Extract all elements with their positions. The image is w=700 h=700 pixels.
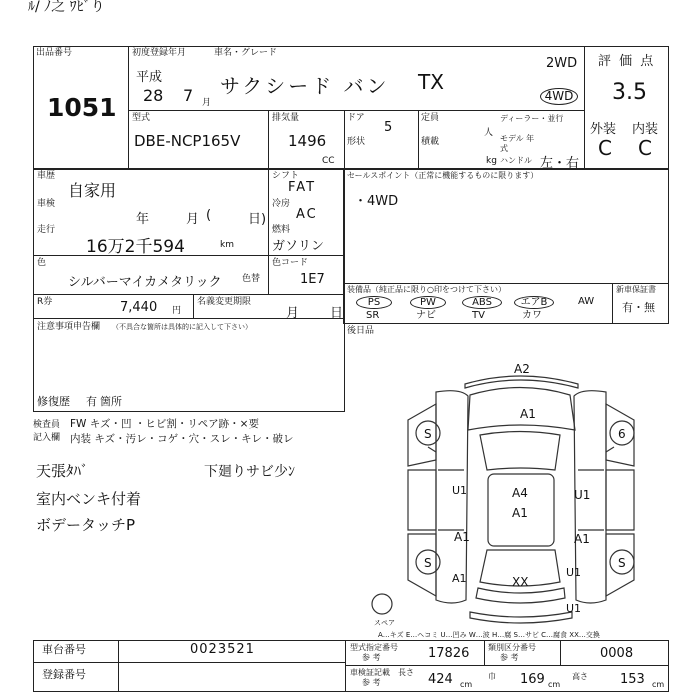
- equipment-pw: PW: [410, 296, 446, 309]
- lot-number: 1051: [47, 93, 117, 122]
- recycle-unit: 円: [172, 306, 182, 316]
- damage-mark-14: U1: [566, 566, 582, 579]
- damage-mark-13: XX: [512, 575, 529, 589]
- dimensions-label: 車検証記載: [350, 668, 390, 677]
- rating-exterior: C: [598, 136, 612, 160]
- chassis-value: 0023521: [190, 642, 255, 657]
- repair-suffix: 箇所: [100, 395, 122, 408]
- length-value: 424: [428, 672, 453, 687]
- damage-mark-11: S: [618, 556, 626, 570]
- rating-exterior-label: 外装: [590, 122, 617, 137]
- repair-label: 修復歴: [37, 395, 70, 408]
- height-unit: cm: [652, 680, 665, 689]
- mileage-value: 16万2千594: [86, 237, 185, 257]
- height-label: 高さ: [572, 672, 588, 681]
- doors-label: ドア: [347, 113, 365, 123]
- length-unit: cm: [460, 680, 473, 689]
- mileage-label: 走行: [37, 225, 56, 235]
- handwritten-note-4: 下廻りサビ少ﾝ: [204, 464, 295, 480]
- fuel-value: ガソリン: [272, 239, 325, 254]
- registration-year: 28: [143, 86, 164, 105]
- category-label: 類別区分番号: [488, 643, 536, 652]
- rating-label: 評 価 点: [598, 54, 656, 69]
- damage-mark-15: A1: [452, 572, 467, 585]
- rating-interior: C: [638, 136, 652, 160]
- damage-mark-8: A1: [512, 506, 528, 520]
- fuel-label: 燃料: [272, 225, 291, 235]
- chassis-label: 車台番号: [42, 643, 86, 656]
- length-label: 長さ: [398, 668, 414, 677]
- equipment-abs: ABS: [462, 296, 502, 309]
- sales-point-label: セールスポイント（正常に機能するものに限ります）: [347, 171, 539, 180]
- model-type-label: 型式: [132, 113, 151, 123]
- handwritten-note-3: ボデータッチP: [36, 516, 136, 534]
- damage-mark-1: A2: [514, 362, 530, 376]
- color-code-value: 1E7: [300, 272, 325, 287]
- shift-label: シフト: [272, 171, 300, 181]
- model-grade: TX: [418, 70, 444, 94]
- rating-score: 3.5: [612, 80, 647, 105]
- load-label: 積載: [421, 137, 440, 147]
- inspection-label: 車検: [37, 199, 56, 209]
- notes-sublabel: （不具合な箇所は具体的に記入して下さい）: [112, 323, 252, 331]
- equipment-navi: ナビ: [416, 310, 436, 321]
- handwritten-note-2: 室内ベンキ付着: [36, 490, 142, 508]
- damage-mark-16: U1: [566, 602, 582, 615]
- registration-label: 初度登録年月: [132, 48, 187, 58]
- displacement-label: 排気量: [272, 113, 300, 123]
- shape-label: 形状: [347, 137, 366, 147]
- sales-point-item: ・4WD: [354, 194, 399, 209]
- drive-4wd-circled: 4WD: [540, 88, 578, 105]
- category-sub: 参 考: [500, 653, 519, 662]
- dimensions-sub: 参 考: [362, 678, 381, 687]
- legend-line-1: FW キズ・凹 ・ヒビ割・リペア跡・×要: [70, 418, 259, 430]
- shift-value: FAT: [288, 180, 317, 195]
- inspection-month-unit: 月: [186, 212, 200, 227]
- header-scribble: ﾙ/ ﾉ之 ﾜﾋﾞり: [28, 0, 105, 15]
- doors-value: 5: [384, 120, 393, 135]
- model-year-label: モデル 年式: [500, 134, 535, 153]
- damage-mark-5: U1: [452, 484, 468, 497]
- color-value: シルバーマイカメタリック: [68, 275, 222, 290]
- name-change-day-unit: 日: [330, 306, 344, 321]
- legend-title-2: 記入欄: [33, 433, 61, 443]
- designation-value: 17826: [428, 646, 470, 661]
- equipment-aw: AW: [578, 296, 595, 307]
- equipment-sr: SR: [366, 310, 380, 321]
- width-label: 巾: [488, 672, 496, 681]
- damage-mark-10: S: [424, 556, 432, 570]
- damage-mark-3: S: [424, 427, 432, 441]
- capacity-unit: 人: [484, 128, 494, 138]
- name-change-month-unit: 月: [286, 306, 300, 321]
- damage-mark-12: A1: [574, 532, 590, 546]
- inspection-day-unit: 日): [248, 212, 267, 227]
- recycle-value: 7,440: [120, 300, 158, 315]
- inspection-day-open: (: [206, 208, 212, 223]
- inspection-year-unit: 年: [136, 212, 150, 227]
- spare-label: スペア: [374, 619, 395, 627]
- equipment-ps: PS: [356, 296, 392, 309]
- usage-value: 自家用: [68, 181, 117, 200]
- damage-mark-9: A1: [454, 530, 470, 544]
- damage-mark-4: 6: [618, 427, 626, 441]
- displacement-unit: CC: [322, 156, 335, 166]
- drive-2wd: 2WD: [546, 56, 578, 71]
- damage-mark-6: A4: [512, 486, 528, 500]
- legend-title-1: 検査員: [33, 420, 61, 430]
- width-unit: cm: [548, 680, 561, 689]
- model-type: DBE-NCP165V: [134, 132, 241, 150]
- height-value: 153: [620, 672, 645, 687]
- equipment-tv: TV: [472, 310, 485, 321]
- category-value: 0008: [600, 646, 634, 661]
- equipment-label: 装備品（純正品に限り○印をつけて下さい）: [347, 285, 506, 294]
- aircon-label: 冷房: [272, 199, 291, 209]
- diagram-legend: A…キズ E…ヘコミ U…凹み W…波 H…腐 S…サビ C…腐食 XX…交換: [378, 631, 600, 639]
- designation-label: 型式指定番号: [350, 643, 398, 652]
- repair-value: 有: [86, 395, 97, 408]
- mileage-unit: km: [220, 240, 234, 250]
- capacity-label: 定員: [421, 113, 440, 123]
- plate-label: 登録番号: [42, 668, 86, 681]
- usage-label: 車歴: [37, 171, 56, 181]
- handwritten-note-1: 天張ﾀﾊﾞ: [36, 462, 89, 480]
- color-code-label: 色コード: [272, 258, 309, 268]
- equipment-leather: カワ: [522, 310, 542, 321]
- handle-value: 左・右: [540, 156, 580, 171]
- handle-label: ハンドル: [500, 156, 532, 165]
- notes-label: 注意事項申告欄: [37, 322, 101, 332]
- new-car-label: 新車保証書: [616, 285, 656, 294]
- dealer-label: ディーラー・並行: [500, 114, 564, 123]
- model-name-label: 車名・グレード: [214, 48, 278, 58]
- width-value: 169: [520, 672, 545, 687]
- registration-month-unit: 月: [202, 98, 212, 108]
- aircon-value: AC: [296, 207, 318, 222]
- rear-seat-label: 後日品: [347, 326, 375, 336]
- legend-line-2: 内装 キズ・汚レ・コゲ・穴・スレ・キレ・破レ: [70, 433, 294, 445]
- equipment-airbag: エアB: [514, 296, 554, 309]
- damage-mark-2: A1: [520, 407, 536, 421]
- model-name: サクシード バン: [220, 74, 390, 98]
- new-car-value: 有・無: [622, 301, 655, 314]
- name-change-label: 名義変更期限: [197, 297, 252, 307]
- rating-interior-label: 内装: [632, 122, 659, 137]
- recycle-label: R券: [37, 297, 53, 307]
- load-unit: kg: [486, 156, 497, 166]
- registration-month: 7: [183, 86, 194, 105]
- displacement-value: 1496: [288, 132, 327, 150]
- registration-era: 平成: [136, 70, 163, 85]
- damage-mark-7: U1: [574, 488, 591, 502]
- lot-label: 出品番号: [36, 48, 73, 58]
- designation-sub: 参 考: [362, 653, 381, 662]
- color-label: 色: [37, 258, 47, 268]
- color-change-label: 色替: [242, 274, 261, 284]
